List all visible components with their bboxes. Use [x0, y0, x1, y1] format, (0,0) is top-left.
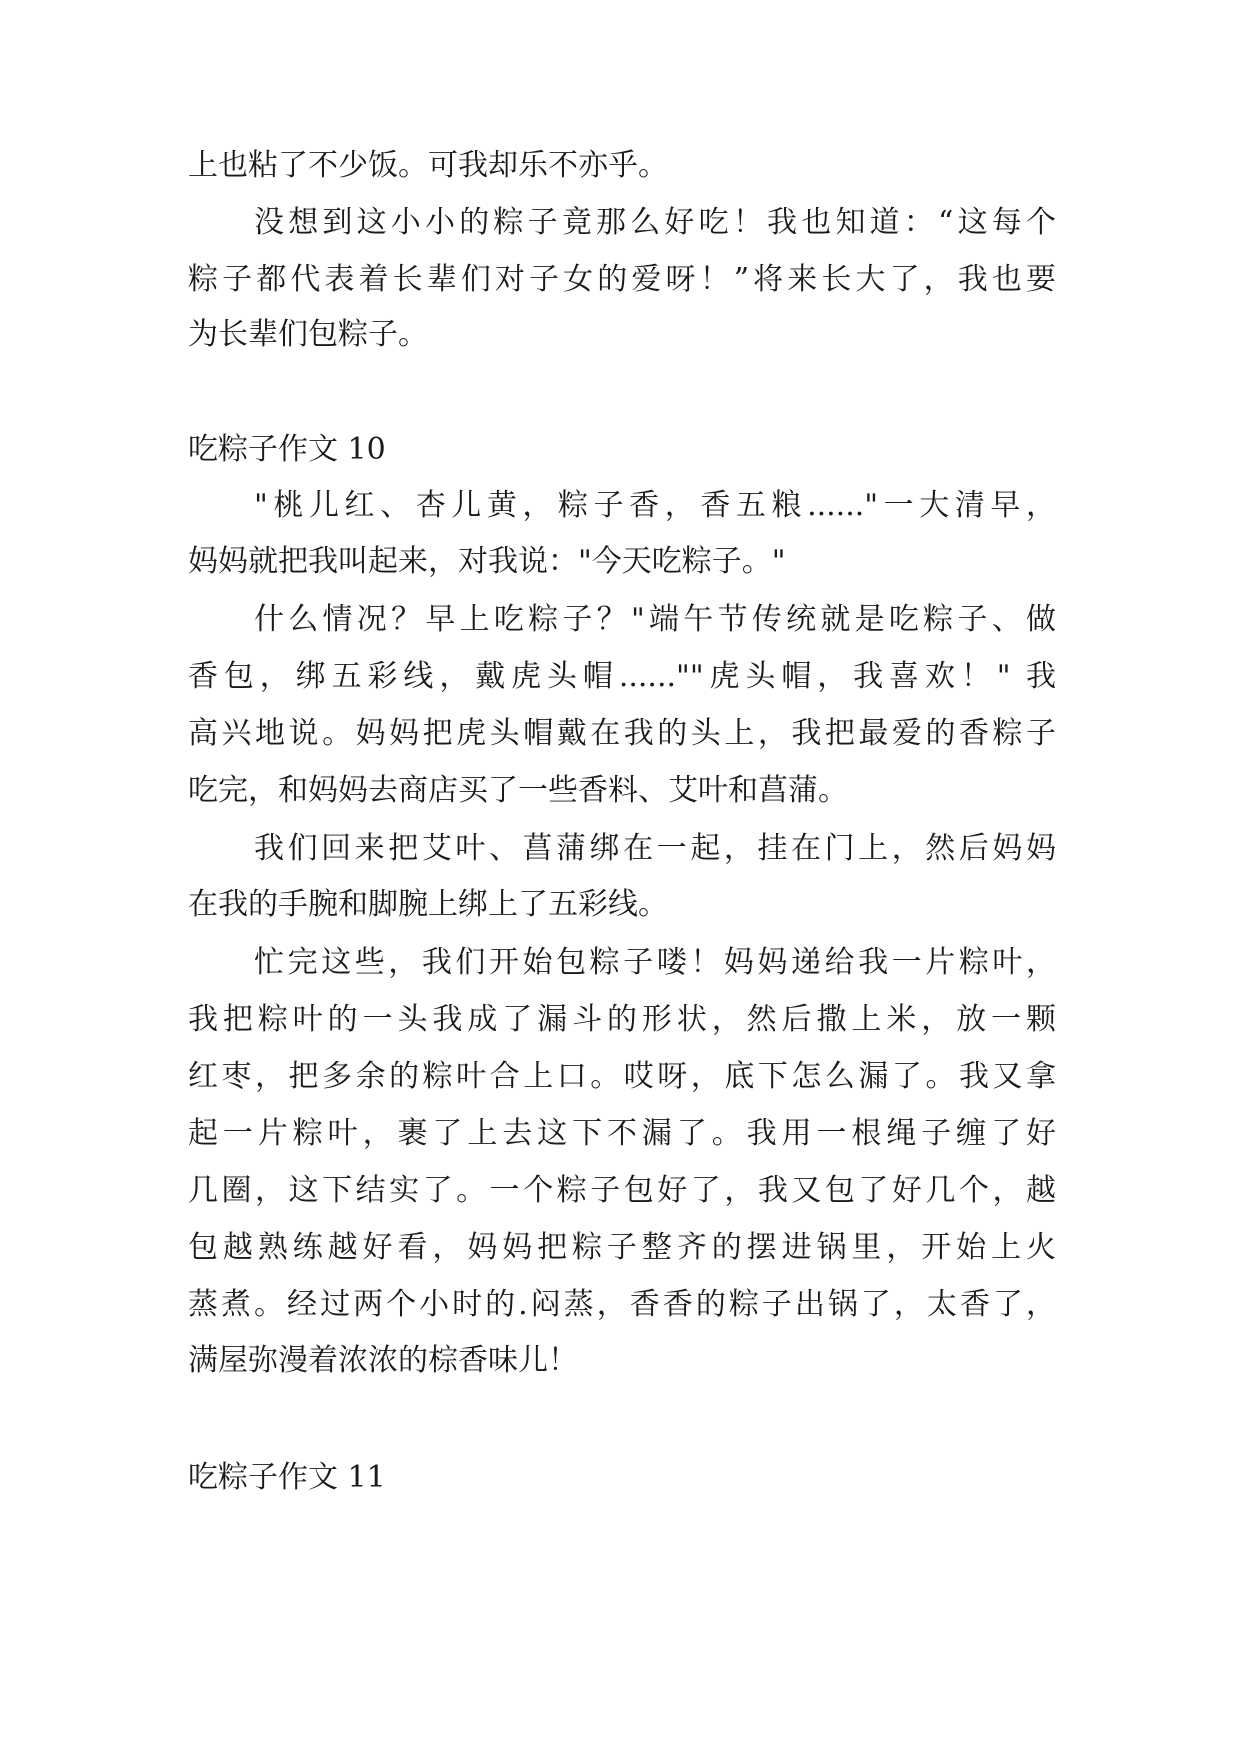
paragraph-line: "桃儿红、杏儿黄，粽子香，香五粮......"一大清早，	[254, 488, 1056, 523]
paragraph-line: 蒸煮。经过两个小时的.闷蒸，香香的粽子出锅了，太香了，	[188, 1287, 1056, 1322]
paragraph-line: 我把粽叶的一头我成了漏斗的形状，然后撒上米，放一颗	[188, 1002, 1056, 1037]
paragraph-line: 香包，绑五彩线，戴虎头帽......""虎头帽，我喜欢！" 我	[188, 659, 1056, 694]
paragraph-line: 几圈，这下结实了。一个粽子包好了，我又包了好几个，越	[188, 1173, 1056, 1208]
essay-title: 吃粽子作文 10	[188, 432, 386, 467]
paragraph-line: 满屋弥漫着浓浓的棕香味儿！	[188, 1343, 578, 1378]
paragraph-line: 在我的手腕和脚腕上绑上了五彩线。	[188, 887, 668, 922]
paragraph-line: 为长辈们包粽子。	[188, 317, 428, 352]
paragraph-line: 包越熟练越好看，妈妈把粽子整齐的摆进锅里，开始上火	[188, 1230, 1056, 1265]
paragraph-line: 忙完这些，我们开始包粽子喽！妈妈递给我一片粽叶，	[254, 945, 1056, 980]
paragraph-line: 吃完，和妈妈去商店买了一些香料、艾叶和菖蒲。	[188, 773, 848, 808]
paragraph-line: 什么情况？早上吃粽子？"端午节传统就是吃粽子、做	[254, 602, 1056, 637]
paragraph-line: 高兴地说。妈妈把虎头帽戴在我的头上，我把最爱的香粽子	[188, 716, 1056, 751]
essay-title: 吃粽子作文 11	[188, 1460, 386, 1495]
paragraph-line: 我们回来把艾叶、菖蒲绑在一起，挂在门上，然后妈妈	[254, 831, 1056, 866]
paragraph-line: 妈妈就把我叫起来，对我说："今天吃粽子。"	[188, 544, 786, 579]
paragraph-line: 上也粘了不少饭。可我却乐不亦乎。	[188, 148, 668, 183]
paragraph-line: 粽子都代表着长辈们对子女的爱呀！”将来长大了，我也要	[188, 262, 1056, 297]
paragraph-line: 起一片粽叶，裹了上去这下不漏了。我用一根绳子缠了好	[188, 1116, 1056, 1151]
paragraph-line: 没想到这小小的粽子竟那么好吃！我也知道：“这每个	[254, 205, 1056, 240]
paragraph-line: 红枣，把多余的粽叶合上口。哎呀，底下怎么漏了。我又拿	[188, 1059, 1056, 1094]
